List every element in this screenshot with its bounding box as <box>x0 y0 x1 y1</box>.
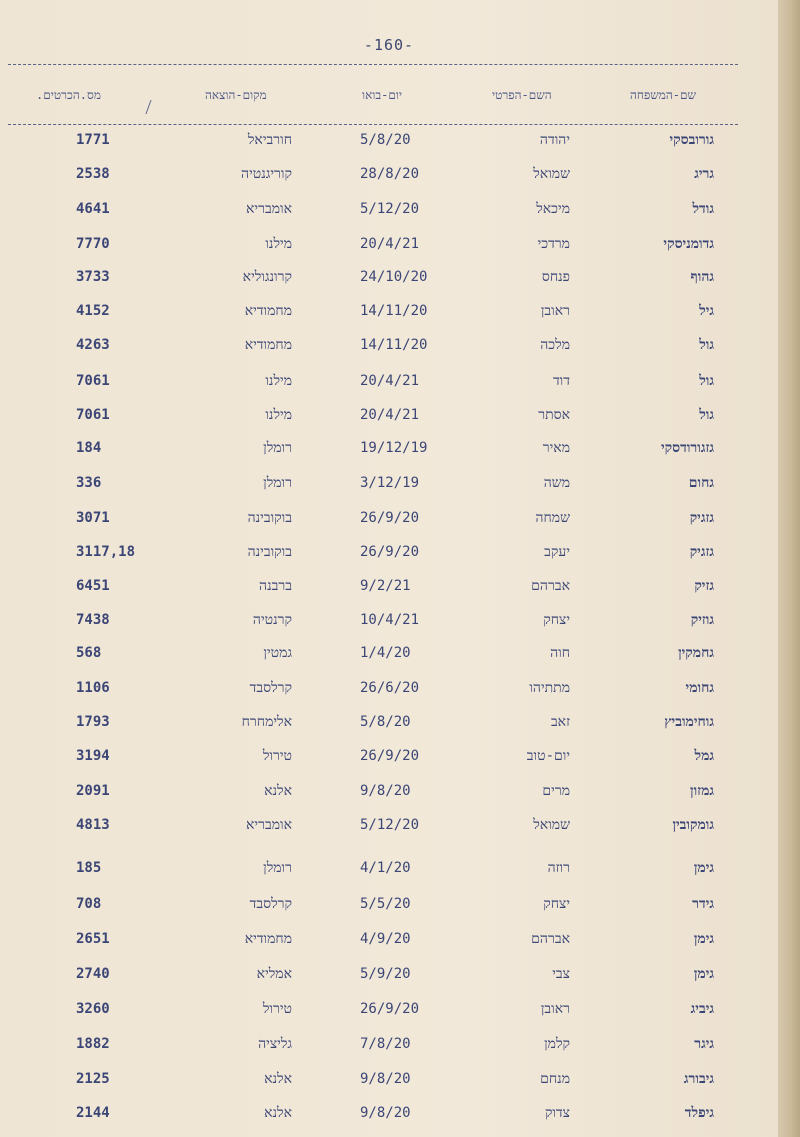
first-name-cell: שמואל <box>533 166 570 182</box>
table-row <box>0 166 778 196</box>
origin-cell: מחמודיא <box>244 303 292 319</box>
arrival-date-cell: 26/9/20 <box>360 510 420 526</box>
card-number-cell: 7770 <box>76 236 110 252</box>
card-number-cell: 4152 <box>76 303 110 319</box>
card-number-cell: 184 <box>76 440 102 456</box>
first-name-cell: מלכה <box>540 337 570 353</box>
surname-cell: גדומניסקי <box>663 236 714 252</box>
header-arrival-date: יום-בואו <box>362 88 403 102</box>
card-number-cell: 4263 <box>76 337 110 353</box>
surname-cell: גחומי <box>685 680 714 696</box>
surname-cell: גיבורג <box>683 1071 714 1087</box>
table-row <box>0 817 778 847</box>
arrival-date-cell: 19/12/19 <box>360 440 428 456</box>
arrival-date-cell: 1/4/20 <box>360 645 411 661</box>
origin-cell: אמליא <box>256 966 292 982</box>
card-number-cell: 1882 <box>76 1036 110 1052</box>
arrival-date-cell: 5/9/20 <box>360 966 411 982</box>
first-name-cell: פנחס <box>541 269 570 285</box>
first-name-cell: מאיר <box>542 440 570 456</box>
origin-cell: אלנא <box>264 1071 292 1087</box>
origin-cell: אומבריא <box>246 201 292 217</box>
origin-cell: מחמודיא <box>244 931 292 947</box>
surname-cell: גול <box>699 373 714 389</box>
origin-cell: טירול <box>262 1001 292 1017</box>
table-row <box>0 407 778 437</box>
table-row <box>0 680 778 710</box>
surname-cell: גודל <box>692 201 714 217</box>
card-number-cell: 2144 <box>76 1105 110 1121</box>
first-name-cell: צדוק <box>544 1105 570 1121</box>
first-name-cell: יצחק <box>543 612 570 628</box>
first-name-cell: זאב <box>550 714 570 730</box>
origin-cell: קרנטיה <box>252 612 292 628</box>
arrival-date-cell: 14/11/20 <box>360 337 428 353</box>
table-row <box>0 860 778 890</box>
arrival-date-cell: 24/10/20 <box>360 269 428 285</box>
card-number-cell: 3071 <box>76 510 110 526</box>
table-row <box>0 783 778 813</box>
card-number-cell: 1793 <box>76 714 110 730</box>
arrival-date-cell: 7/8/20 <box>360 1036 411 1052</box>
first-name-cell: רוזה <box>547 860 570 876</box>
arrival-date-cell: 9/8/20 <box>360 1105 411 1121</box>
table-row <box>0 303 778 333</box>
first-name-cell: משה <box>543 475 570 491</box>
table-row <box>0 475 778 505</box>
origin-cell: קרונגוליא <box>242 269 292 285</box>
table-row <box>0 714 778 744</box>
card-number-cell: 708 <box>76 896 102 912</box>
origin-cell: ברבנה <box>259 578 292 594</box>
header-origin: מקום-הוצאה <box>205 88 267 102</box>
arrival-date-cell: 20/4/21 <box>360 236 420 252</box>
card-number-cell: 7061 <box>76 407 110 423</box>
origin-cell: גליציה <box>258 1036 292 1052</box>
card-number-cell: 2740 <box>76 966 110 982</box>
surname-cell: גחום <box>688 475 714 491</box>
table-row <box>0 578 778 608</box>
arrival-date-cell: 9/8/20 <box>360 783 411 799</box>
arrival-date-cell: 4/9/20 <box>360 931 411 947</box>
card-number-cell: 2125 <box>76 1071 110 1087</box>
table-row <box>0 1001 778 1031</box>
origin-cell: רומלן <box>263 475 292 491</box>
first-name-cell: אברהם <box>531 931 570 947</box>
header-first-name: השם-הפרטי <box>492 88 552 102</box>
surname-cell: גהוף <box>690 269 714 285</box>
origin-cell: בוקובינה <box>247 544 292 560</box>
surname-cell: גימן <box>693 966 714 982</box>
table-row <box>0 510 778 540</box>
card-number-cell: 1771 <box>76 132 110 148</box>
table-row <box>0 966 778 996</box>
table-row <box>0 269 778 299</box>
origin-cell: אלנא <box>264 1105 292 1121</box>
arrival-date-cell: 26/9/20 <box>360 1001 420 1017</box>
first-name-cell: חוה <box>550 645 570 661</box>
first-name-cell: מתתיהו <box>529 680 570 696</box>
header-tick-mark <box>145 100 157 114</box>
table-row <box>0 337 778 367</box>
first-name-cell: קלמן <box>544 1036 570 1052</box>
header-bottom-rule <box>8 124 738 125</box>
table-row <box>0 440 778 470</box>
card-number-cell: 6451 <box>76 578 110 594</box>
origin-cell: מילנו <box>265 373 292 389</box>
surname-cell: גול <box>699 337 714 353</box>
surname-cell: גומקובין <box>672 817 714 833</box>
first-name-cell: ראובן <box>540 1001 570 1017</box>
header-top-rule <box>8 64 738 65</box>
surname-cell: גיביג <box>690 1001 714 1017</box>
origin-cell: בוקובינה <box>247 510 292 526</box>
arrival-date-cell: 26/6/20 <box>360 680 420 696</box>
arrival-date-cell: 26/9/20 <box>360 748 420 764</box>
surname-cell: גוחימוביץ <box>664 714 714 730</box>
card-number-cell: 3117,18 <box>76 544 136 560</box>
arrival-date-cell: 9/2/21 <box>360 578 411 594</box>
table-row <box>0 612 778 642</box>
surname-cell: גמל <box>694 748 714 764</box>
first-name-cell: שמואל <box>533 817 570 833</box>
origin-cell: מילנו <box>265 236 292 252</box>
arrival-date-cell: 5/12/20 <box>360 817 420 833</box>
first-name-cell: מנחם <box>540 1071 570 1087</box>
table-row <box>0 931 778 961</box>
origin-cell: מילנו <box>265 407 292 423</box>
first-name-cell: מרדכי <box>537 236 570 252</box>
table-row <box>0 1036 778 1066</box>
first-name-cell: יהודה <box>539 132 570 148</box>
card-number-cell: 3194 <box>76 748 110 764</box>
surname-cell: גול <box>699 407 714 423</box>
first-name-cell: אברהם <box>531 578 570 594</box>
origin-cell: קרלסבד <box>249 896 292 912</box>
card-number-cell: 3260 <box>76 1001 110 1017</box>
arrival-date-cell: 5/12/20 <box>360 201 420 217</box>
origin-cell: טירול <box>262 748 292 764</box>
first-name-cell: יצחק <box>543 896 570 912</box>
surname-cell: גמזון <box>690 783 714 799</box>
surname-cell: גריג <box>694 166 714 182</box>
origin-cell: אלנא <box>264 783 292 799</box>
arrival-date-cell: 5/8/20 <box>360 714 411 730</box>
first-name-cell: צבי <box>552 966 570 982</box>
arrival-date-cell: 20/4/21 <box>360 373 420 389</box>
origin-cell: אומבריא <box>246 817 292 833</box>
first-name-cell: מרים <box>542 783 570 799</box>
first-name-cell: שמחה <box>535 510 570 526</box>
first-name-cell: יעקב <box>544 544 570 560</box>
header-card-number: מס.הכרטים. <box>36 88 101 102</box>
surname-cell: גחמקין <box>678 645 714 661</box>
arrival-date-cell: 10/4/21 <box>360 612 420 628</box>
surname-cell: גידר <box>692 896 714 912</box>
surname-cell: גזגיק <box>689 544 714 560</box>
arrival-date-cell: 4/1/20 <box>360 860 411 876</box>
card-number-cell: 2651 <box>76 931 110 947</box>
surname-cell: גיל <box>699 303 714 319</box>
surname-cell: גזגיק <box>689 510 714 526</box>
surname-cell: גיגר <box>694 1036 714 1052</box>
card-number-cell: 4641 <box>76 201 110 217</box>
origin-cell: גמטין <box>263 645 292 661</box>
table-row <box>0 1105 778 1135</box>
surname-cell: גורובסקי <box>669 132 714 148</box>
card-number-cell: 4813 <box>76 817 110 833</box>
arrival-date-cell: 3/12/19 <box>360 475 420 491</box>
first-name-cell: ראובן <box>540 303 570 319</box>
table-row <box>0 1071 778 1101</box>
table-row <box>0 544 778 574</box>
page-number: -160- <box>363 36 415 54</box>
card-number-cell: 2538 <box>76 166 110 182</box>
card-number-cell: 7061 <box>76 373 110 389</box>
first-name-cell: דוד <box>552 373 570 389</box>
arrival-date-cell: 9/8/20 <box>360 1071 411 1087</box>
surname-cell: גימן <box>693 931 714 947</box>
table-row <box>0 645 778 675</box>
card-number-cell: 1106 <box>76 680 110 696</box>
arrival-date-cell: 20/4/21 <box>360 407 420 423</box>
card-number-cell: 185 <box>76 860 102 876</box>
table-row <box>0 236 778 266</box>
card-number-cell: 7438 <box>76 612 110 628</box>
arrival-date-cell: 5/8/20 <box>360 132 411 148</box>
origin-cell: קרלסבד <box>249 680 292 696</box>
surname-cell: גזיק <box>694 578 714 594</box>
card-number-cell: 336 <box>76 475 102 491</box>
first-name-cell: מיכאל <box>536 201 570 217</box>
first-name-cell: יום-טוב <box>526 748 570 764</box>
arrival-date-cell: 14/11/20 <box>360 303 428 319</box>
arrival-date-cell: 5/5/20 <box>360 896 411 912</box>
origin-cell: אלימחרח <box>241 714 292 730</box>
origin-cell: רומלן <box>263 860 292 876</box>
surname-cell: גזגורודסקי <box>660 440 714 456</box>
table-row <box>0 373 778 403</box>
origin-cell: חורביאל <box>247 132 292 148</box>
origin-cell: מחמודיא <box>244 337 292 353</box>
page-edge <box>778 0 800 1137</box>
arrival-date-cell: 26/9/20 <box>360 544 420 560</box>
table-row <box>0 201 778 231</box>
surname-cell: גימן <box>693 860 714 876</box>
arrival-date-cell: 28/8/20 <box>360 166 420 182</box>
surname-cell: גיפלד <box>684 1105 714 1121</box>
table-row <box>0 896 778 926</box>
origin-cell: רומלן <box>263 440 292 456</box>
first-name-cell: אסתר <box>538 407 570 423</box>
origin-cell: קוריגנטיה <box>241 166 292 182</box>
table-row <box>0 748 778 778</box>
header-surname: שם-המשפחה <box>630 88 697 102</box>
surname-cell: גוזיק <box>690 612 714 628</box>
card-number-cell: 3733 <box>76 269 110 285</box>
table-row <box>0 132 778 162</box>
card-number-cell: 2091 <box>76 783 110 799</box>
card-number-cell: 568 <box>76 645 102 661</box>
